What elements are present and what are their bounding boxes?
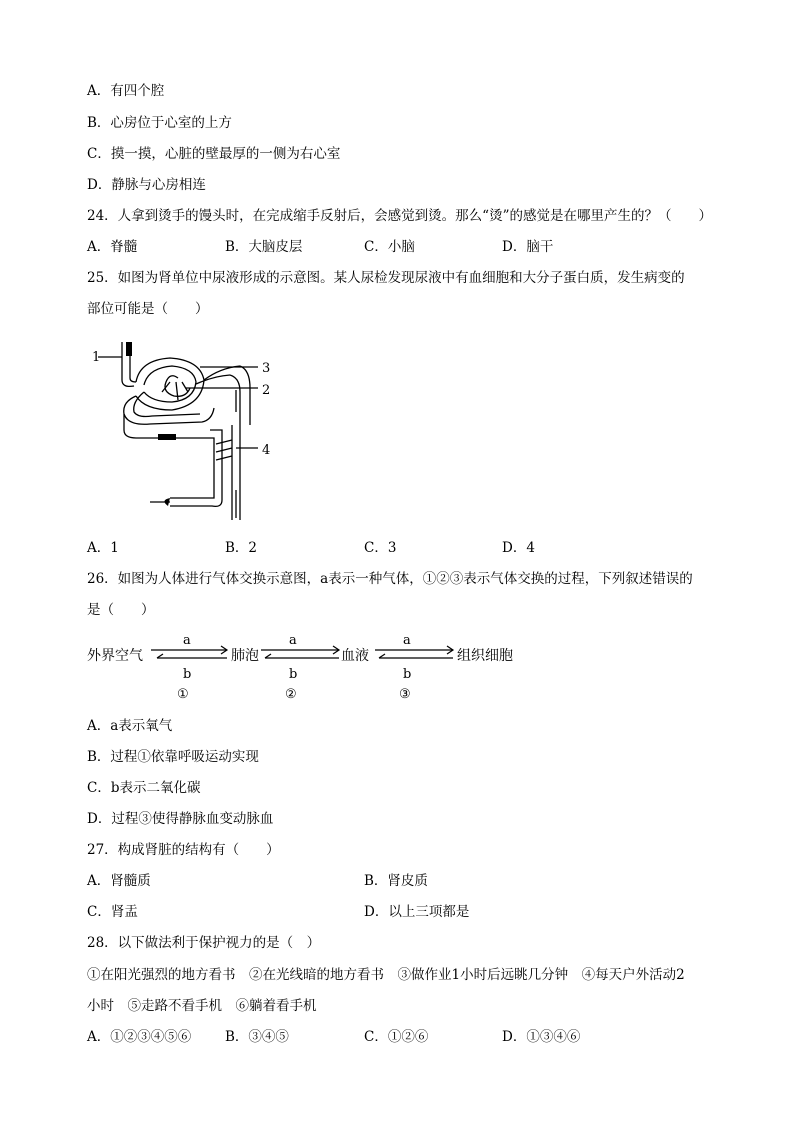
q25-option-d: D．4: [502, 540, 535, 556]
nephron-diagram: [90, 330, 290, 530]
q27-option-d: D．以上三项都是: [364, 904, 470, 920]
label-a-1: a: [183, 633, 191, 648]
q28-items-line2: 小时 ⑤走路不看手机 ⑥躺着看手机: [87, 998, 317, 1014]
gas-exchange-diagram: [85, 628, 545, 704]
process-3: ③: [399, 687, 411, 702]
q26-option-d: D．过程③使得静脉血变动脉血: [87, 811, 274, 827]
q26-stem-line2: 是（ ）: [87, 602, 155, 618]
q28-option-c: C．①②⑥: [364, 1029, 429, 1045]
q25-stem-line1: 25．如图为肾单位中尿液形成的示意图。某人尿检发现尿液中有血细胞和大分子蛋白质，发生病变的: [87, 270, 685, 286]
node-blood: 血液: [341, 648, 369, 664]
label-a-2: a: [289, 633, 297, 648]
q24-stem: 24．人拿到烫手的馒头时，在完成缩手反射后，会感觉到烫。那么“烫”的感觉是在哪里产生的？（ ）: [87, 208, 712, 224]
q23-option-b: B．心房位于心室的上方: [87, 115, 232, 131]
q24-option-c: C．小脑: [364, 239, 415, 255]
q25-stem-line2: 部位可能是（ ）: [87, 301, 209, 317]
q24-option-d: D．脑干: [502, 239, 554, 255]
nephron-label-3: 3: [262, 361, 271, 376]
q23-option-d: D．静脉与心房相连: [87, 177, 206, 193]
q27-option-c: C．肾盂: [87, 904, 138, 920]
process-1: ①: [177, 687, 189, 702]
q24-option-a: A．脊髓: [87, 239, 138, 255]
process-2: ②: [285, 687, 297, 702]
q27-stem: 27．构成肾脏的结构有（ ）: [87, 842, 280, 858]
q28-option-d: D．①③④⑥: [502, 1029, 581, 1045]
q28-items-line1: ①在阳光强烈的地方看书 ②在光线暗的地方看书 ③做作业1小时后远眺几分钟 ④每天户外活动2: [87, 967, 685, 983]
q28-option-b: B．③④⑤: [225, 1029, 289, 1045]
nephron-label-1: 1: [92, 350, 101, 365]
q25-option-a: A．1: [87, 540, 119, 556]
node-tissue-cells: 组织细胞: [457, 648, 513, 664]
node-outside-air: 外界空气: [87, 648, 143, 664]
q26-option-b: B．过程①依靠呼吸运动实现: [87, 749, 259, 765]
q27-option-a: A．肾髓质: [87, 873, 151, 889]
q25-option-b: B．2: [225, 540, 258, 556]
q26-option-c: C．b表示二氧化碳: [87, 780, 201, 796]
label-b-2: b: [289, 667, 298, 682]
q28-stem: 28．以下做法利于保护视力的是（ ）: [87, 935, 321, 951]
q26-option-a: A．a表示氧气: [87, 718, 173, 734]
q24-option-b: B．大脑皮层: [225, 239, 303, 255]
nephron-label-2: 2: [262, 383, 271, 398]
q28-option-a: A．①②③④⑤⑥: [87, 1029, 192, 1045]
q27-option-b: B．肾皮质: [364, 873, 428, 889]
q23-option-c: C．摸一摸，心脏的壁最厚的一侧为右心室: [87, 146, 341, 162]
label-a-3: a: [403, 633, 411, 648]
label-b-3: b: [403, 667, 412, 682]
nephron-label-4: 4: [262, 443, 271, 458]
node-alveoli: 肺泡: [231, 648, 259, 664]
label-b-1: b: [183, 667, 192, 682]
q25-option-c: C．3: [364, 540, 397, 556]
q23-option-a: A．有四个腔: [87, 83, 165, 99]
q26-stem-line1: 26．如图为人体进行气体交换示意图，a表示一种气体，①②③表示气体交换的过程，下列叙述错误的: [87, 571, 693, 587]
